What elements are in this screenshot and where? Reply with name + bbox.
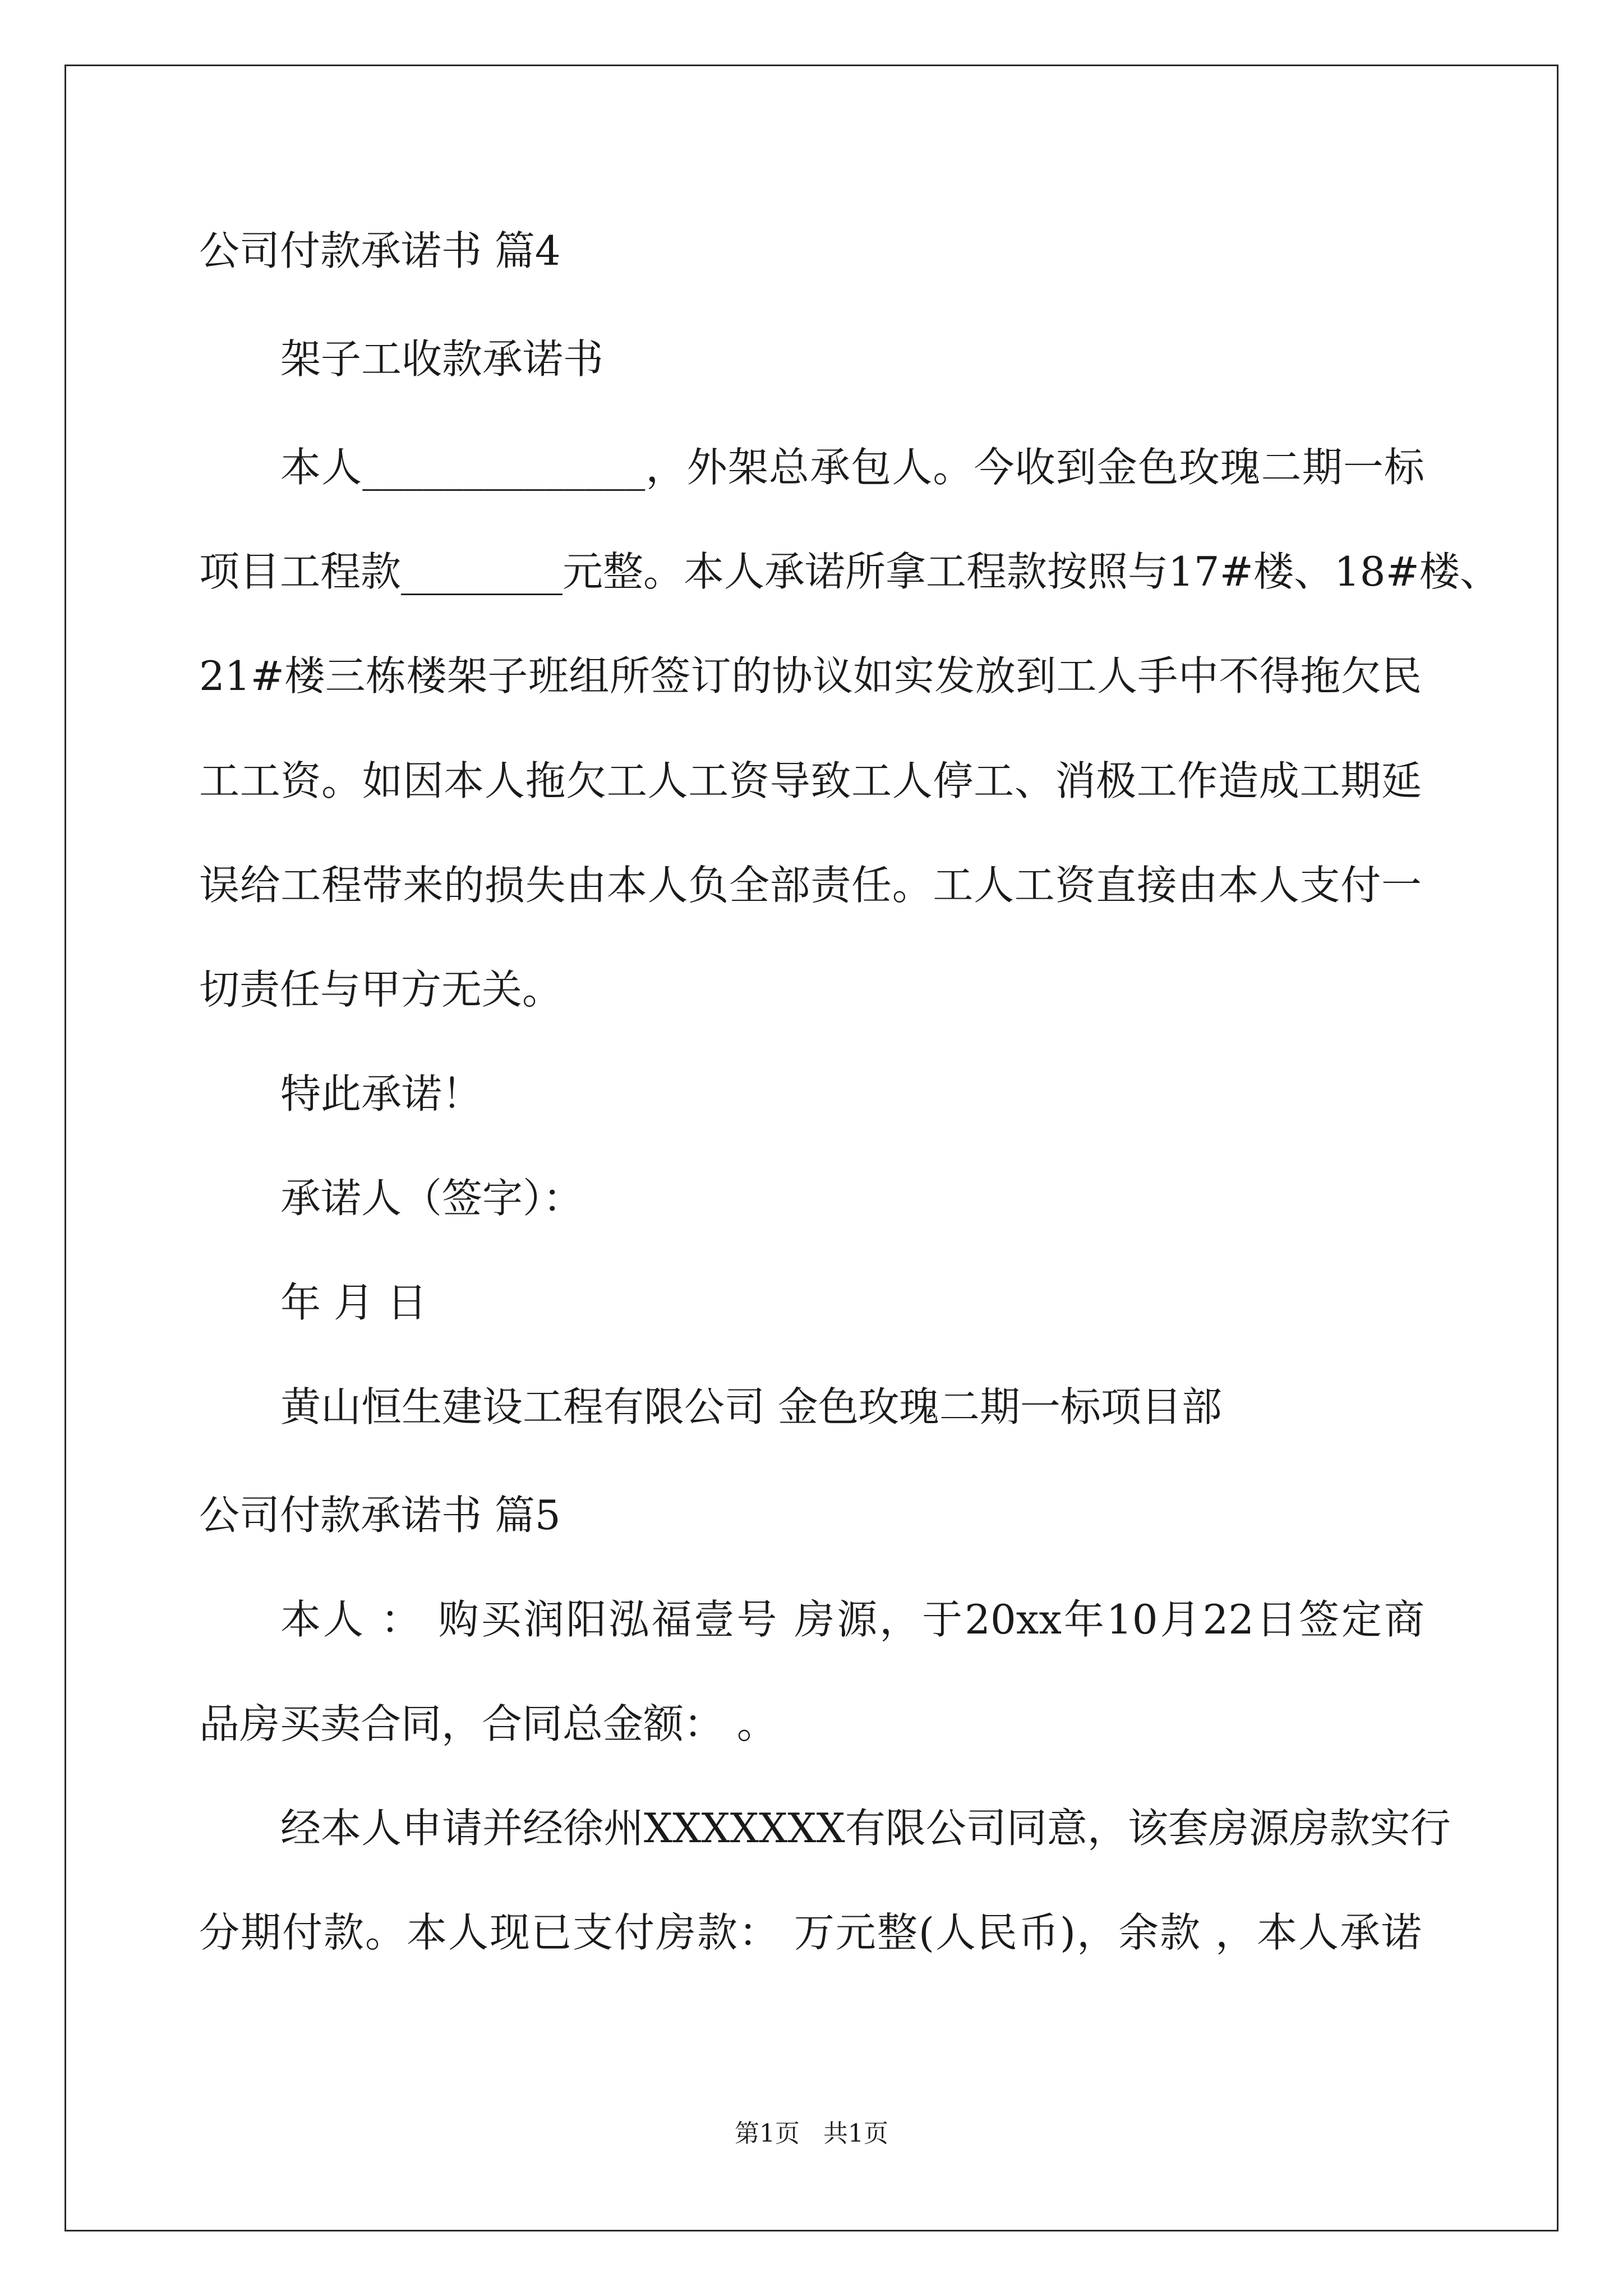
paragraph-line: 本人 ： 购买润阳泓福壹号 房源，于20xx年10月22日签定商 xyxy=(280,1596,1424,1643)
section-heading: 公司付款承诺书 篇5 xyxy=(199,1492,561,1539)
pledge-statement: 特此承诺！ xyxy=(280,1070,483,1117)
paragraph-line: 误给工程带来的损失由本人负全部责任。工人工资直接由本人支付一 xyxy=(199,862,1422,909)
document-title: 架子工收款承诺书 xyxy=(280,335,604,383)
paragraph-line: 工工资。如因本人拖欠工人工资导致工人停工、消极工作造成工期延 xyxy=(199,757,1422,804)
page-footer: 第1页 共1页 xyxy=(735,2119,888,2148)
company-name: 黄山恒生建设工程有限公司 金色玫瑰二期一标项目部 xyxy=(280,1383,1222,1430)
date-line: 年 月 日 xyxy=(280,1279,427,1326)
page-border xyxy=(64,65,1559,2231)
paragraph-line: 项目工程款________元整。本人承诺所拿工程款按照与17#楼、18#楼、 xyxy=(199,548,1500,595)
paragraph-line: 经本人申请并经徐州XXXXXXX有限公司同意，该套房源房款实行 xyxy=(280,1805,1451,1852)
paragraph-line: 切责任与甲方无关。 xyxy=(199,966,563,1013)
section-heading: 公司付款承诺书 篇4 xyxy=(199,227,561,274)
paragraph-line: 品房买卖合同，合同总金额： 。 xyxy=(199,1700,777,1747)
paragraph-line: 本人______________，外架总承包人。今收到金色玫瑰二期一标 xyxy=(280,444,1424,491)
paragraph-line: 21#楼三栋楼架子班组所签订的协议如实发放到工人手中不得拖欠民 xyxy=(199,652,1422,700)
paragraph-line: 分期付款。本人现已支付房款： 万元整(人民币)，余款 ，本人承诺 xyxy=(199,1909,1422,1956)
signature-label: 承诺人（签字）： xyxy=(280,1175,584,1222)
